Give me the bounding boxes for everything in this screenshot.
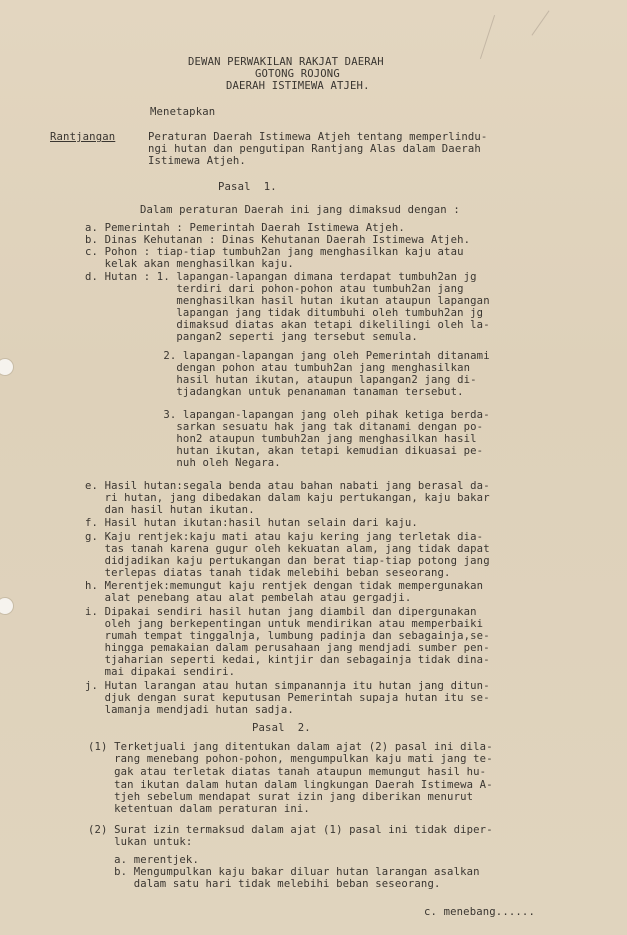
pasal-1-line: djuk dengan surat keputusan Pemerintah supaja hutan itu se- [85,692,490,704]
pasal-2-line: ketentuan dalam peraturan ini. [88,803,310,815]
pasal-1-line: lamanja mendjadi hutan sadja. [85,704,294,716]
pasal-1-line: alat penebang atau alat pembelah atau gergadji. [85,592,412,604]
rantjangan-label: Rantjangan [50,131,116,143]
pasal-1-line: 3. lapangan-lapangan jang oleh pihak ketiga berda- [85,409,490,421]
pasal-2-line: (2) Surat izin termaksud dalam ajat (1) pasal ini tidak diper- [88,824,493,836]
punch-hole-top [0,358,14,376]
pasal-2-line: b. Mengumpulkan kaju bakar diluar hutan larangan asalkan [88,866,480,878]
menetapkan-label: Menetapkan [150,106,216,118]
pencil-mark-2 [531,10,549,35]
pasal-2-line: gak atau terletak diatas tanah ataupun memungut hasil hu- [88,766,487,778]
pasal-2-line: lukan untuk: [88,836,193,848]
pasal-1-line: rumah tempat tinggalnja, lumbung padinja dan sebagainja,se- [85,630,490,642]
rantjangan-text-1: Peraturan Daerah Istimewa Atjeh tentang memperlindu- [148,131,488,143]
pasal-1-line: mai dipakai sendiri. [85,666,236,678]
pasal-1-line: menghasilkan hasil hutan ikutan ataupun lapangan [85,295,490,307]
pasal-1-title: Pasal 1. [218,181,277,193]
header-line-1: DEWAN PERWAKILAN RAKJAT DAERAH [188,56,384,68]
pencil-mark [480,15,495,59]
pasal-1-line: tjadangkan untuk penanaman tanaman tersebut. [85,386,464,398]
pasal-1-line: lapangan jang tidak ditumbuhi oleh tumbuh2an jg [85,307,484,319]
header-line-2: GOTONG ROJONG [255,68,340,80]
rantjangan-text-2: ngi hutan dan pengutipan Rantjang Alas dalam Daerah [148,143,481,155]
pasal-2-line: dalam satu hari tidak melebihi beban seseorang. [88,878,441,890]
pasal-1-line: oleh jang berkepentingan untuk mendirikan atau memperbaiki [85,618,484,630]
pasal-1-line: c. Pohon : tiap-tiap tumbuh2an jang menghasilkan kaju atau [85,246,464,258]
pasal-1-line: terlepas diatas tanah tidak melebihi beban seseorang. [85,567,451,579]
pasal-1-line: tjaharian seperti kedai, kintjir dan sebagainja tidak dina- [85,654,490,666]
pasal-1-line: pangan2 seperti jang tersebut semula. [85,331,418,343]
pasal-2-line: (1) Terketjuali jang ditentukan dalam ajat (2) pasal ini dila- [88,741,493,753]
pasal-1-line: a. Pemerintah : Pemerintah Daerah Istimewa Atjeh. [85,222,405,234]
pasal-1-line: dimaksud diatas akan tetapi dikelilingi oleh la- [85,319,490,331]
footer-catchword: c. menebang...... [424,906,535,918]
pasal-1-intro: Dalam peraturan Daerah ini jang dimaksud dengan : [140,204,460,216]
pasal-1-line: j. Hutan larangan atau hutan simpanannja itu hutan jang ditun- [85,680,490,692]
pasal-1-line: hutan ikutan, akan tetapi kemudian dikuasai pe- [85,445,484,457]
pasal-1-line: dan hasil hutan ikutan. [85,504,255,516]
pasal-1-line: dengan pohon atau tumbuh2an jang menghasilkan [85,362,471,374]
pasal-1-line: 2. lapangan-lapangan jang oleh Pemerintah ditanami [85,350,490,362]
pasal-1-line: g. Kaju rentjek:kaju mati atau kaju kering jang terletak dia- [85,531,484,543]
pasal-2-line: a. merentjek. [88,854,199,866]
pasal-2-title: Pasal 2. [252,722,311,734]
pasal-1-line: nuh oleh Negara. [85,457,281,469]
pasal-2-line: tjeh sebelum mendapat surat izin jang diberikan menurut [88,791,474,803]
rantjangan-text-3: Istimewa Atjeh. [148,155,246,167]
pasal-2-line: tan ikutan dalam hutan dalam lingkungan Daerah Istimewa A- [88,779,493,791]
pasal-1-line: tas tanah karena gugur oleh kekuatan alam, jang tidak dapat [85,543,490,555]
pasal-2-line: rang menebang pohon-pohon, mengumpulkan kaju mati jang te- [88,753,493,765]
pasal-1-line: d. Hutan : 1. lapangan-lapangan dimana terdapat tumbuh2an jg [85,271,477,283]
pasal-1-line: terdiri dari pohon-pohon atau tumbuh2an jang [85,283,464,295]
header-line-3: DAERAH ISTIMEWA ATJEH. [226,80,370,92]
pasal-1-line: sarkan sesuatu hak jang tak ditanami dengan po- [85,421,484,433]
punch-hole-bottom [0,597,14,615]
pasal-1-line: hasil hutan ikutan, ataupun lapangan2 jang di- [85,374,477,386]
pasal-1-line: h. Merentjek:memungut kaju rentjek dengan tidak mempergunakan [85,580,484,592]
pasal-1-line: didjadikan kaju pertukangan dan berat tiap-tiap potong jang [85,555,490,567]
pasal-1-line: ri hutan, jang dibedakan dalam kaju pertukangan, kaju bakar [85,492,490,504]
pasal-1-line: f. Hasil hutan ikutan:hasil hutan selain dari kaju. [85,517,418,529]
pasal-1-line: i. Dipakai sendiri hasil hutan jang diambil dan dipergunakan [85,606,477,618]
pasal-1-line: kelak akan menghasilkan kaju. [85,258,294,270]
pasal-1-line: hon2 ataupun tumbuh2an jang menghasilkan hasil [85,433,477,445]
pasal-1-line: e. Hasil hutan:segala benda atau bahan nabati jang berasal da- [85,480,490,492]
pasal-1-line: b. Dinas Kehutanan : Dinas Kehutanan Daerah Istimewa Atjeh. [85,234,471,246]
pasal-1-line: hingga pemakaian dalam perusahaan jang mendjadi sumber pen- [85,642,490,654]
